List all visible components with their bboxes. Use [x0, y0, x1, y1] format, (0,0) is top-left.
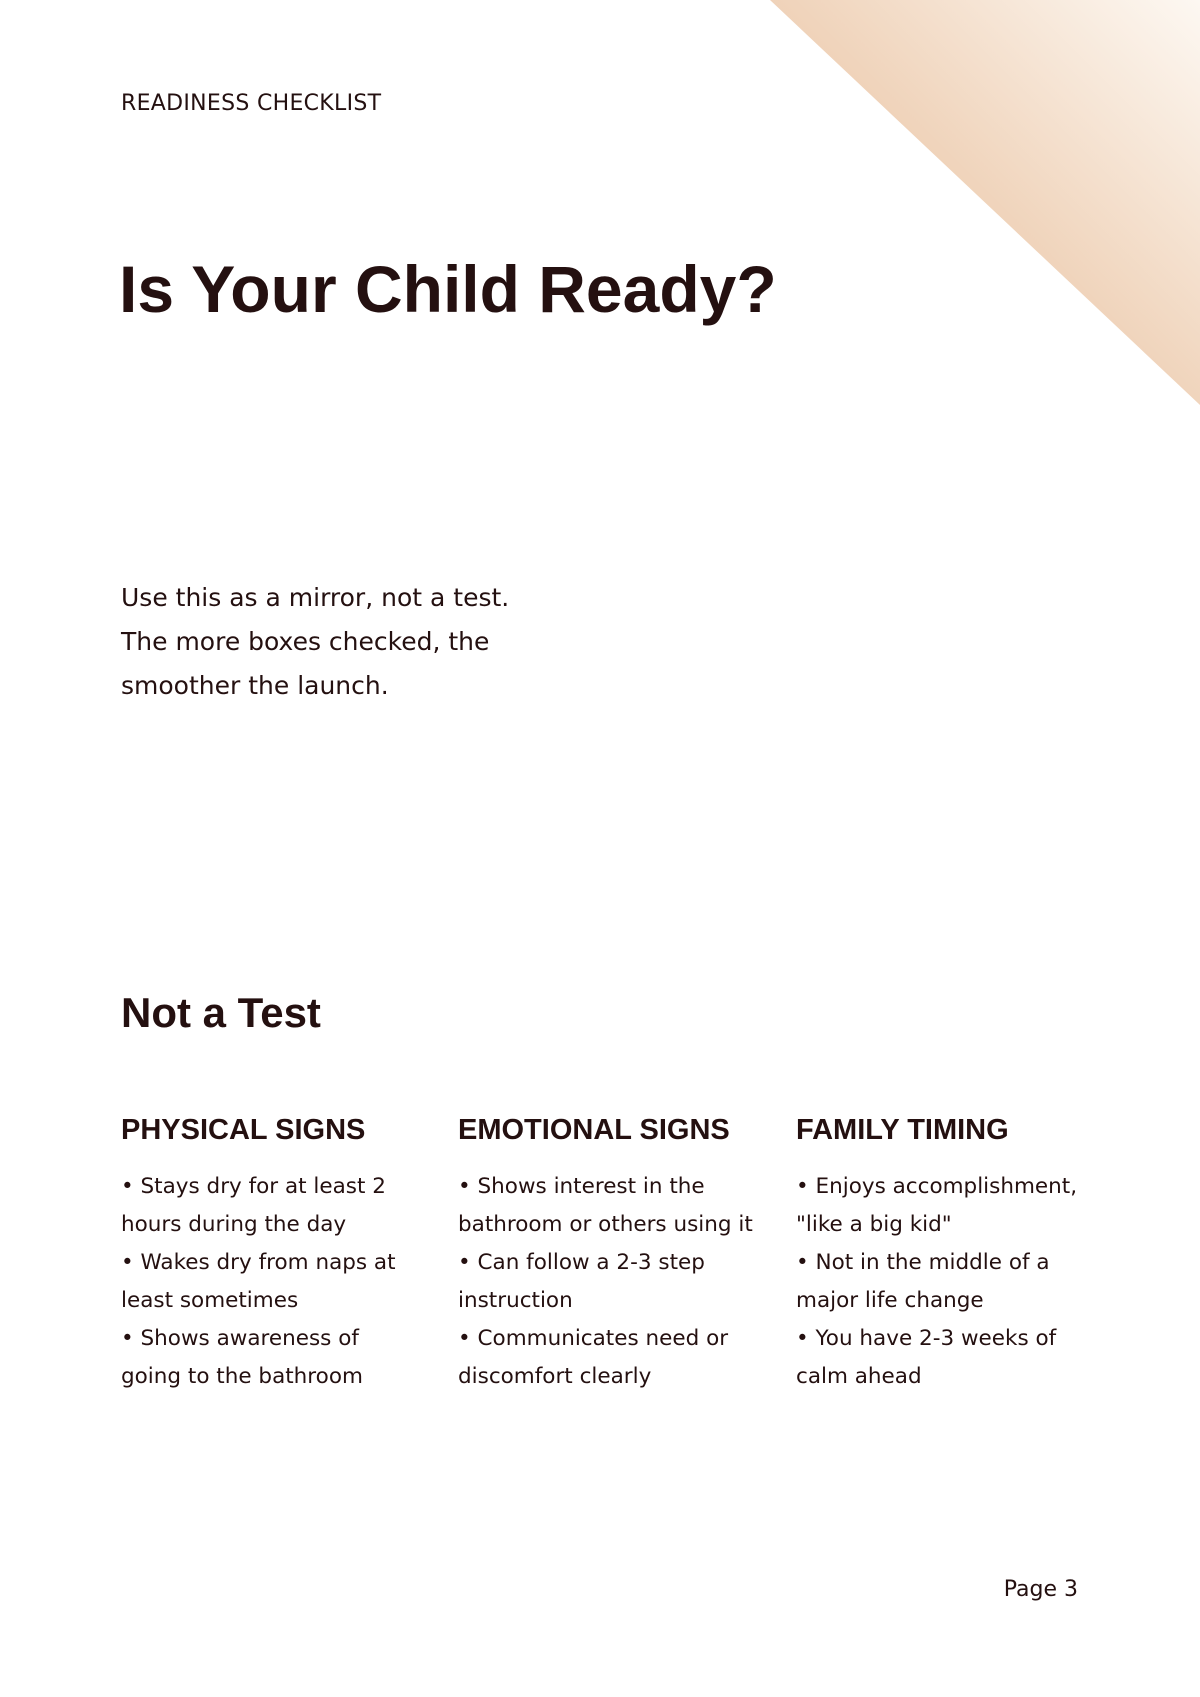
eyebrow-label: READINESS CHECKLIST	[121, 91, 382, 116]
column-family-timing	[796, 1112, 1096, 1396]
column-emotional-signs	[458, 1112, 758, 1396]
page-title: Is Your Child Ready?	[119, 252, 777, 326]
checklist-item: • Can follow a 2-3 step instruction	[458, 1244, 758, 1320]
checklist	[796, 1168, 1096, 1396]
checklist	[121, 1168, 421, 1396]
checklist-item: • Not in the middle of a major life change	[796, 1244, 1096, 1320]
column-heading: FAMILY TIMING	[796, 1114, 1009, 1146]
column-heading: EMOTIONAL SIGNS	[458, 1114, 730, 1146]
corner-accent-shape	[770, 0, 1200, 405]
checklist-item: • Shows interest in the bathroom or others using it	[458, 1168, 758, 1244]
section-title: Not a Test	[121, 989, 321, 1036]
page-number: Page 3	[1003, 1577, 1078, 1602]
intro-paragraph: Use this as a mirror, not a test. The more boxes checked, the smoother the launch.	[121, 583, 510, 700]
checklist-item: • You have 2-3 weeks of calm ahead	[796, 1320, 1096, 1396]
column-physical-signs	[121, 1112, 421, 1396]
checklist-item: • Shows awareness of going to the bathroom	[121, 1320, 421, 1396]
checklist-item: • Enjoys accomplishment, "like a big kid"	[796, 1168, 1096, 1244]
checklist	[458, 1168, 758, 1396]
checklist-item: • Wakes dry from naps at least sometimes	[121, 1244, 421, 1320]
column-heading: PHYSICAL SIGNS	[121, 1114, 366, 1146]
checklist-item: • Communicates need or discomfort clearly	[458, 1320, 758, 1396]
checklist-item: • Stays dry for at least 2 hours during the day	[121, 1168, 421, 1244]
